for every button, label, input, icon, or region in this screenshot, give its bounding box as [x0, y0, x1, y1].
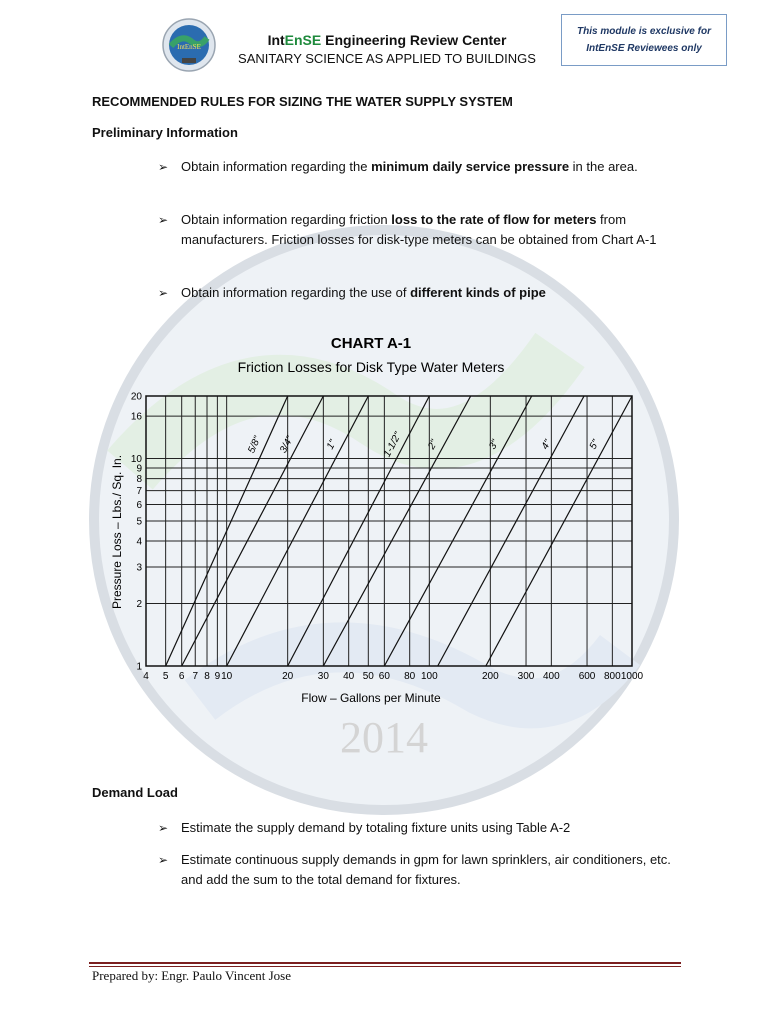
y-tick-label: 9: [136, 463, 142, 475]
y-tick-label: 1: [136, 661, 142, 673]
y-axis-label: Pressure Loss – Lbs./ Sq. In.: [110, 454, 124, 610]
y-tick-label: 4: [136, 536, 142, 548]
y-tick-label: 5: [136, 516, 142, 528]
header-subtitle: SANITARY SCIENCE AS APPLIED TO BUILDINGS: [238, 51, 536, 66]
bullet-text: Estimate continuous supply demands in gpm for lawn sprinklers, air conditioners, etc. and add the sum to the total demand for fixtures.: [181, 852, 671, 887]
y-tick-label: 3: [136, 562, 142, 574]
header-title-rest: Engineering Review Center: [321, 32, 507, 48]
series-label: 2": [426, 438, 441, 452]
arrow-bullet-icon: ➢: [158, 286, 169, 300]
bullet-text: Obtain information regarding the use of different kinds of pipe: [181, 285, 546, 300]
arrow-bullet-icon: ➢: [158, 160, 169, 174]
bullet-text: Obtain information regarding friction loss to the rate of flow for meters from manufacturers. Friction losses for disk-type meters can be obtained from Chart A-1: [181, 212, 657, 247]
y-tick-label: 2: [136, 599, 142, 611]
bullet-text: Obtain information regarding the minimum daily service pressure in the area.: [181, 159, 638, 174]
series-line: [288, 396, 430, 666]
x-tick-label: 20: [282, 671, 294, 682]
x-tick-label: 5: [162, 671, 169, 682]
x-tick-label: 1000: [620, 671, 644, 682]
y-tick-label: 7: [136, 486, 142, 498]
header-title-ense: EnSE: [284, 32, 322, 48]
x-tick-label: 60: [378, 671, 390, 682]
x-axis-label: Flow – Gallons per Minute: [301, 691, 441, 705]
x-tick-label: 10: [221, 671, 233, 682]
bullet-text: Estimate the supply demand by totaling fixture units using Table A-2: [181, 820, 571, 835]
notice-line-1: This module is exclusive for: [577, 26, 711, 37]
series-label: 3/4": [278, 434, 296, 456]
y-tick-label: 16: [130, 411, 142, 423]
x-tick-label: 30: [317, 671, 329, 682]
x-tick-label: 8: [204, 671, 210, 682]
footer-divider: [89, 962, 681, 964]
x-tick-label: 400: [543, 671, 560, 682]
x-tick-label: 800: [604, 671, 621, 682]
x-tick-label: 9: [214, 671, 221, 682]
arrow-bullet-icon: ➢: [158, 853, 169, 867]
watermark-year: 2014: [340, 713, 428, 762]
x-tick-label: 600: [578, 671, 596, 682]
series-label: 1": [324, 438, 339, 452]
x-tick-label: 40: [343, 671, 355, 682]
x-tick-label: 80: [404, 671, 416, 682]
header-title-int: Int: [267, 32, 285, 48]
notice-line-2: IntEnSE Reviewees only: [586, 43, 702, 54]
series-line: [381, 396, 531, 666]
x-tick-label: 50: [362, 671, 374, 682]
arrow-bullet-icon: ➢: [158, 821, 169, 835]
footer-prepared-by: Prepared by: Engr. Paulo Vincent Jose: [92, 968, 291, 983]
y-tick-label: 10: [130, 453, 142, 465]
chart-subtitle: Friction Losses for Disk Type Water Meters: [237, 359, 505, 375]
series-label: 4": [539, 438, 554, 452]
x-tick-label: 300: [517, 671, 535, 682]
main-heading: RECOMMENDED RULES FOR SIZING THE WATER SUPPLY SYSTEM: [92, 94, 513, 109]
footer-divider-thin: [89, 966, 681, 967]
series-label: 5": [587, 438, 602, 452]
x-tick-label: 200: [481, 671, 499, 682]
y-tick-label: 20: [130, 391, 142, 403]
series-line: [486, 396, 632, 666]
x-tick-label: 7: [192, 671, 199, 682]
x-tick-label: 100: [420, 671, 438, 682]
preliminary-heading: Preliminary Information: [92, 125, 238, 140]
series-line: [438, 396, 584, 666]
logo-text: IntEnSE: [177, 43, 201, 51]
arrow-bullet-icon: ➢: [158, 213, 169, 227]
y-tick-label: 8: [136, 474, 142, 486]
series-line: [227, 396, 369, 666]
series-label: 3": [487, 438, 502, 452]
demand-heading: Demand Load: [92, 785, 178, 800]
chart-title: CHART A-1: [330, 335, 412, 352]
x-tick-label: 4: [143, 671, 149, 682]
series-label: 1-1/2": [381, 430, 404, 460]
y-tick-label: 6: [136, 500, 142, 512]
series-label: 5/8": [246, 434, 264, 456]
x-tick-label: 6: [178, 671, 185, 682]
